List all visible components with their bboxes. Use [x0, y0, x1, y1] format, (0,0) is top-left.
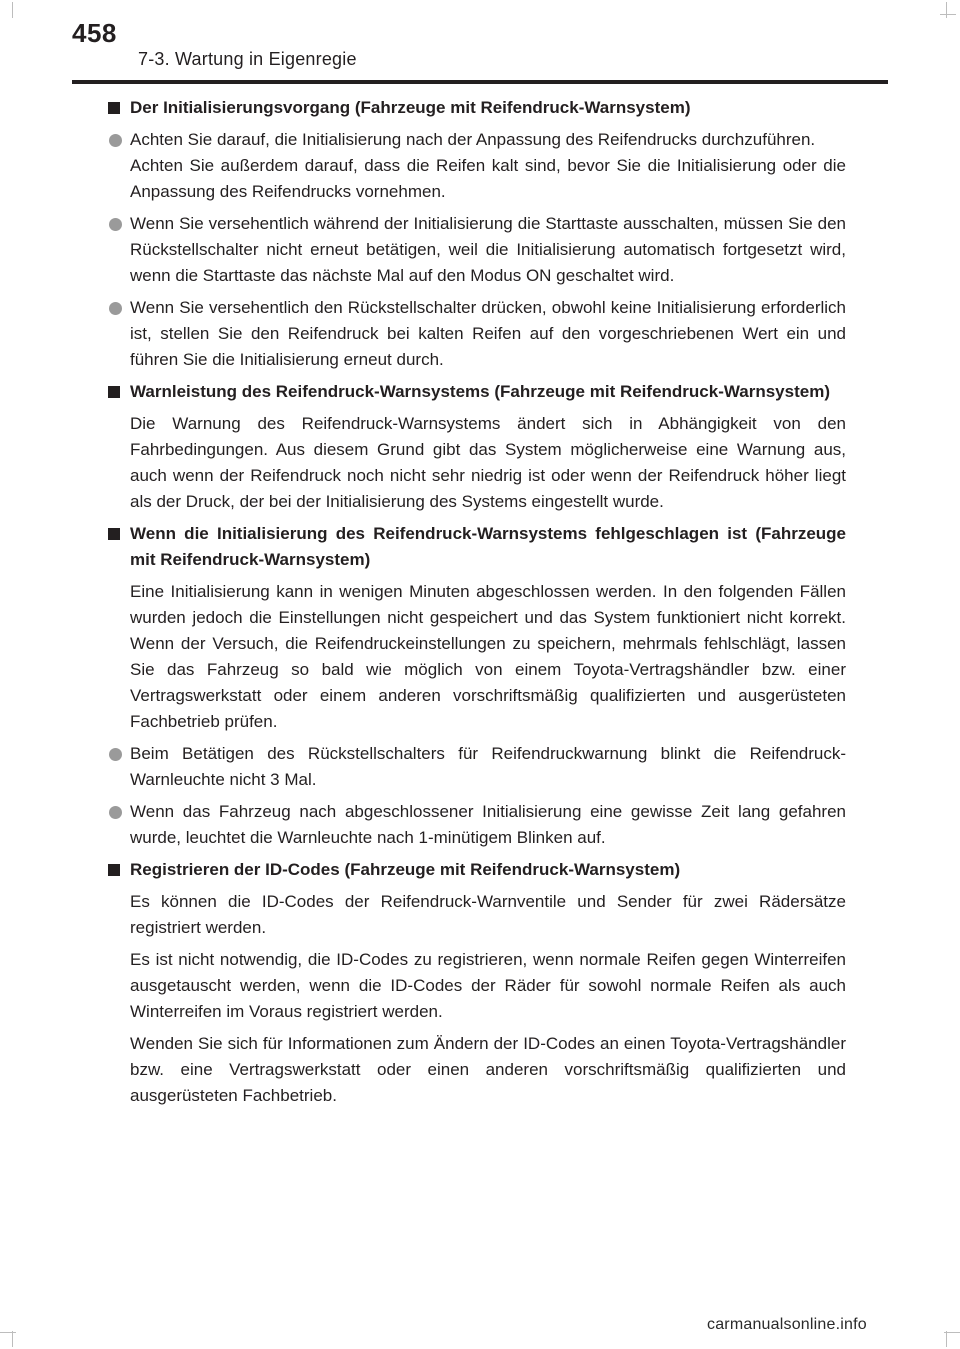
- crop-mark: [0, 1332, 16, 1333]
- paragraph: Die Warnung des Reifendruck-Warnsystems ändert sich in Abhängigkeit von den Fahrbedingungen. Aus diesem Grund gibt das System möglicherweise eine Warnung aus, auch wenn der Reifendruck noch nicht sehr niedrig ist oder wenn der Reifendruck höher liegt als der Druck, der bei der Initialisierung des Systems eingestellt wurde.: [130, 414, 846, 511]
- section-heading: Registrieren der ID-Codes (Fahrzeuge mit Reifendruck-Warnsystem): [108, 857, 846, 883]
- crop-mark: [12, 1331, 13, 1347]
- section-initialization-failed: [108, 521, 846, 851]
- round-bullet-icon: [109, 748, 122, 761]
- section-initialization: [108, 95, 846, 373]
- square-bullet-icon: [108, 864, 120, 876]
- section-heading: Wenn die Initialisierung des Reifendruck-Warnsystems fehlgeschlagen ist (Fahrzeuge mit Reifendruck-Warnsystem): [108, 521, 846, 573]
- chapter-title: 7-3. Wartung in Eigenregie: [138, 49, 357, 69]
- paragraph: Wenden Sie sich für Informationen zum Ändern der ID-Codes an einen Toyota-Vertragshändler bzw. eine Vertragswerkstatt oder einen anderen vorschriftsmäßig qualifizierten und ausgerüsteten Fachbetrieb.: [130, 1034, 846, 1105]
- square-bullet-icon: [108, 386, 120, 398]
- paragraph: Es ist nicht notwendig, die ID-Codes zu registrieren, wenn normale Reifen gegen Winterreifen ausgetauscht werden, wenn die ID-Codes der Räder für sowohl normale Reifen als auch Winterreifen im Voraus registriert werden.: [130, 950, 846, 1021]
- square-bullet-icon: [108, 102, 120, 114]
- list-item: Wenn Sie versehentlich den Rückstellschalter drücken, obwohl keine Initialisierung erforderlich ist, stellen Sie den Reifendruck bei kalten Reifen auf den vorgeschriebenen Wert ein und führen Sie die Initialisierung erneut durch.: [108, 295, 846, 373]
- page-number: 458: [72, 18, 117, 48]
- page-content: [108, 95, 846, 1115]
- paragraph: Eine Initialisierung kann in wenigen Minuten abgeschlossen werden. In den folgenden Fällen wurden jedoch die Einstellungen nicht gespeichert und das System funktioniert nicht korrekt. Wenn der Versuch, die Reifendruckeinstellungen zu speichern, mehrmals fehlschlägt, lassen Sie das Fahrzeug so bald wie möglich von einem Toyota-Vertragshändler bzw. einer Vertragswerkstatt oder einem anderen vorschriftsmäßig qualifizierten und ausgerüsteten Fachbetrieb prüfen.: [130, 582, 846, 731]
- round-bullet-icon: [109, 302, 122, 315]
- list-item: Achten Sie darauf, die Initialisierung nach der Anpassung des Reifendrucks durchzuführen. Achten Sie außerdem darauf, dass die Reifen kalt sind, bevor Sie die Initialisierung oder die Anpassung des Reifendrucks vornehmen.: [108, 127, 846, 205]
- round-bullet-icon: [109, 134, 122, 147]
- list-item: Wenn Sie versehentlich während der Initialisierung die Starttaste ausschalten, müssen Sie den Rückstellschalter nicht erneut betätigen, weil die Initialisierung automatisch fortgesetzt wird, wenn die Starttaste das nächste Mal auf den Modus ON geschaltet wird.: [108, 211, 846, 289]
- list-item: Wenn das Fahrzeug nach abgeschlossener Initialisierung eine gewisse Zeit lang gefahren wurde, leuchtet die Warnleuchte nach 1-minütigem Blinken auf.: [108, 799, 846, 851]
- crop-mark: [944, 1332, 960, 1333]
- round-bullet-icon: [109, 218, 122, 231]
- list-item: Beim Betätigen des Rückstellschalters für Reifendruckwarnung blinkt die Reifendruck-Warnleuchte nicht 3 Mal.: [108, 741, 846, 793]
- round-bullet-icon: [109, 806, 122, 819]
- header-rule: [72, 80, 888, 84]
- crop-mark: [946, 1331, 947, 1347]
- square-bullet-icon: [108, 528, 120, 540]
- page-header: [0, 0, 960, 90]
- watermark: carmanualsonline.info: [707, 1316, 867, 1333]
- section-warning-performance: [108, 379, 846, 515]
- section-id-codes: [108, 857, 846, 1109]
- section-heading: Warnleistung des Reifendruck-Warnsystems (Fahrzeuge mit Reifendruck-Warnsystem): [108, 379, 846, 405]
- section-heading: Der Initialisierungsvorgang (Fahrzeuge mit Reifendruck-Warnsystem): [108, 95, 846, 121]
- paragraph: Es können die ID-Codes der Reifendruck-Warnventile und Sender für zwei Rädersätze registriert werden.: [130, 892, 846, 937]
